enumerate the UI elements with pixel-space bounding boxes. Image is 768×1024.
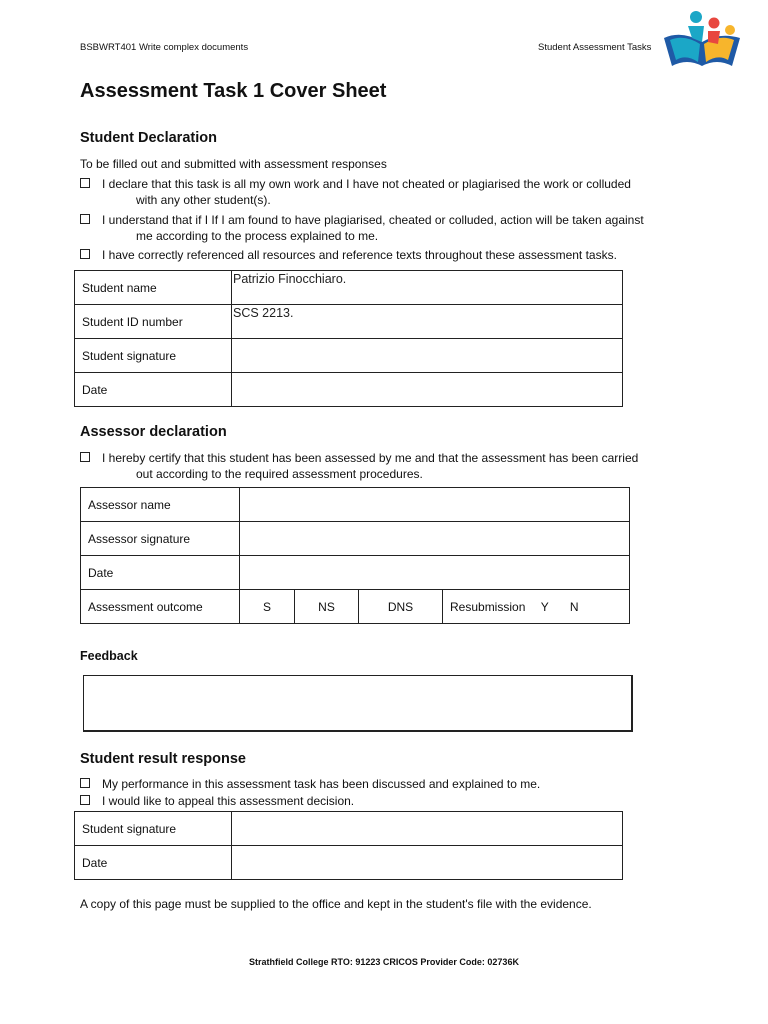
checkbox-icon[interactable] (80, 452, 90, 462)
office-note: A copy of this page must be supplied to the office and kept in the student's file with the evidence. (80, 897, 592, 911)
header-right: Student Assessment Tasks (538, 42, 652, 53)
outcome-s-option[interactable]: S (240, 590, 295, 624)
student-name-label: Student name (75, 271, 232, 305)
table-row (75, 271, 623, 305)
date-label: Date (75, 373, 232, 407)
student-id-label: Student ID number (75, 305, 232, 339)
result-response-item: I would like to appeal this assessment decision. (80, 793, 700, 809)
assessor-date-label: Date (81, 556, 240, 590)
result-date-field[interactable] (232, 846, 623, 880)
college-people-logo-icon (662, 8, 742, 70)
feedback-box[interactable] (83, 675, 633, 732)
resubmission-no-option[interactable]: N (569, 599, 579, 614)
result-response-item: My performance in this assessment task has been discussed and explained to me. (80, 776, 700, 792)
checkbox-icon[interactable] (80, 795, 90, 805)
declaration-item: I understand that if I If I am found to have plagiarised, cheated or colluded, action will be taken against me according to the process explained to me. (80, 212, 700, 244)
result-signature-label: Student signature (75, 812, 232, 846)
student-id-field[interactable]: SCS 2213. (232, 305, 623, 339)
checkbox-icon[interactable] (80, 178, 90, 188)
table-row (75, 812, 623, 846)
resubmission-label: Resubmission (450, 599, 526, 614)
assessor-date-field[interactable] (240, 556, 630, 590)
student-declaration-intro: To be filled out and submitted with assessment responses (80, 157, 387, 171)
outcome-ns-option[interactable]: NS (295, 590, 359, 624)
table-row (75, 373, 623, 407)
feedback-heading: Feedback (80, 649, 138, 663)
date-field[interactable] (232, 373, 623, 407)
table-row (81, 556, 630, 590)
outcome-dns-option[interactable]: DNS (359, 590, 443, 624)
declaration-item: I declare that this task is all my own work and I have not cheated or plagiarised the work or colluded with any other student(s). (80, 176, 700, 208)
result-signature-field[interactable] (232, 812, 623, 846)
resubmission-yes-option[interactable]: Y (540, 599, 549, 614)
result-response-heading: Student result response (80, 751, 246, 767)
result-response-table (74, 811, 623, 880)
assessor-name-field[interactable] (240, 488, 630, 522)
checkbox-icon[interactable] (80, 249, 90, 259)
declaration-item: I have correctly referenced all resources and reference texts throughout these assessment tasks. (80, 247, 700, 263)
table-row (81, 488, 630, 522)
page-title: Assessment Task 1 Cover Sheet (80, 80, 387, 102)
table-row (75, 339, 623, 373)
checkbox-icon[interactable] (80, 214, 90, 224)
assessor-declaration-item: I hereby certify that this student has been assessed by me and that the assessment has been carried out according to the required assessment procedures. (80, 450, 700, 482)
student-declaration-heading: Student Declaration (80, 130, 217, 146)
page-footer: Strathfield College RTO: 91223 CRICOS Provider Code: 02736K (249, 957, 519, 967)
assessor-name-label: Assessor name (81, 488, 240, 522)
assessor-declaration-heading: Assessor declaration (80, 424, 227, 440)
student-name-field[interactable]: Patrizio Finocchiaro. (232, 271, 623, 305)
table-row (81, 590, 630, 624)
student-signature-field[interactable] (232, 339, 623, 373)
assessor-signature-label: Assessor signature (81, 522, 240, 556)
assessor-table (80, 487, 630, 624)
assessor-signature-field[interactable] (240, 522, 630, 556)
checkbox-icon[interactable] (80, 778, 90, 788)
student-details-table (74, 270, 623, 407)
header-unit: BSBWRT401 Write complex documents (80, 42, 249, 53)
result-date-label: Date (75, 846, 232, 880)
assessment-outcome-label: Assessment outcome (81, 590, 240, 624)
table-row (81, 522, 630, 556)
resubmission-cell (443, 590, 630, 624)
student-signature-label: Student signature (75, 339, 232, 373)
table-row (75, 305, 623, 339)
table-row (75, 846, 623, 880)
